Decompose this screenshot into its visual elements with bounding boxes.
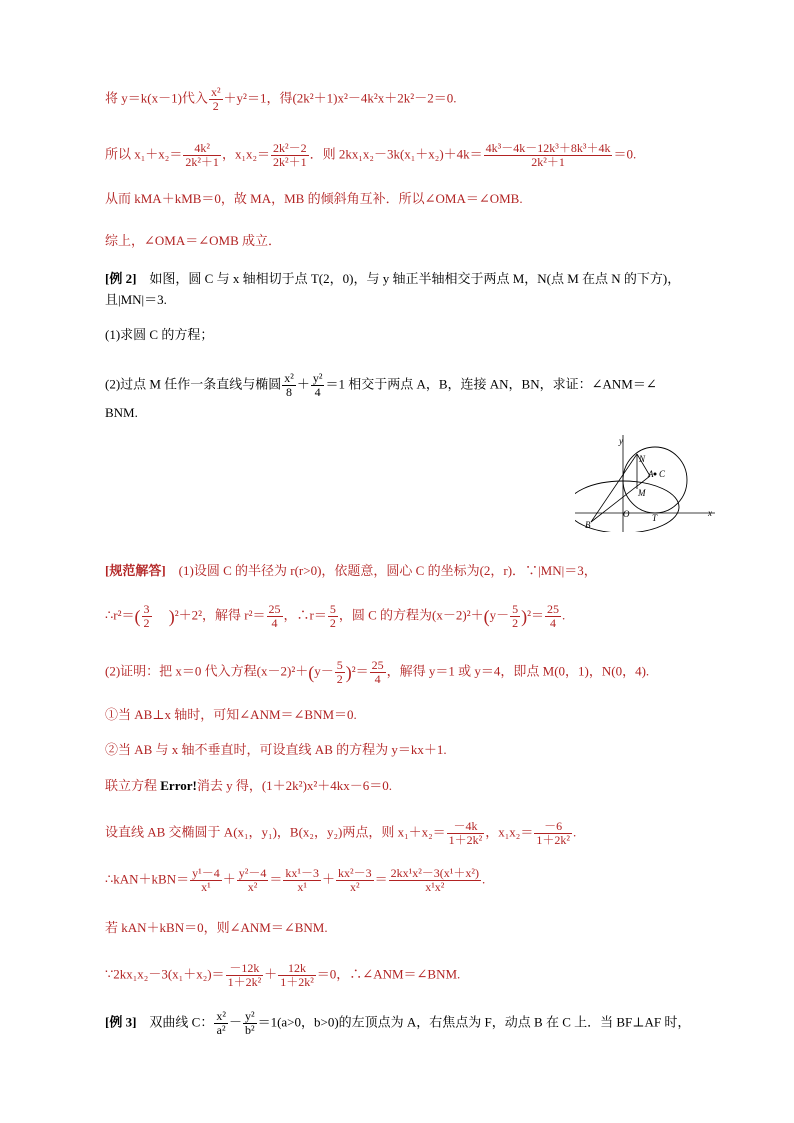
label-n: N	[639, 454, 646, 464]
conclusion-line: ∵2kx₁x₂－3(x₁＋x₂)＝ $\frac{-12k}{\text{1＋2k²}}$ ＋ $\frac{12k}{\text{1＋2k²}}$ ＝0，∴∠ANM＝∠BNM.	[105, 961, 461, 989]
line-bn	[591, 454, 637, 522]
combine-equations: 联立方程 Error!消去 y 得，(1＋2k²)x²＋4kx－6＝0.	[105, 778, 393, 793]
geometry-figure	[575, 432, 720, 532]
label-m: M	[638, 488, 646, 498]
circle-c	[623, 447, 687, 513]
solution-line-3: 从而 kMA＋kMB＝0，故 MA，MB 的倾斜角互补．所以∠OMA＝∠OMB.	[105, 191, 523, 206]
text: ＋y²＝1，得(2k²＋1)x²－4k²x＋2k²－2＝0.	[223, 90, 457, 106]
solution-line-1	[105, 86, 456, 113]
solution-part-2: (2)证明：把 x＝0 代入方程(x－2)²＋(y－ $\frac{5}{2}$ )²＝ $\frac{25}{4}$ ，解得 y＝1 或 y＝4，即点 M(0，1)，N(0，4).	[105, 658, 650, 686]
example-2-line-2: 且|MN|＝3.	[105, 292, 167, 307]
example-2-line-1: [例 2] 如图，圆 C 与 x 轴相切于点 T(2，0)，与 y 轴正半轴相交于两点 M，N(点 M 在点 N 的下方)，	[105, 271, 681, 286]
question-2-cont: BNM.	[105, 405, 138, 420]
example-3: [例 3] 双曲线 C： $\frac{\text{x²}}{\text{a²}}$ － $\frac{\text{y²}}{\text{b²}}$ ＝1(a>0，b>0)的左顶点为 A，右焦点为 F，动点 B 在 C 上．当 BF⊥AF 时，	[105, 1009, 691, 1037]
center-c	[654, 473, 657, 476]
fraction: $\frac{\text{x²}}{2}$	[210, 85, 221, 113]
label-b: B	[585, 520, 591, 530]
label-a: A	[648, 469, 654, 479]
fraction: $\frac{\text{4k²}}{\text{2k²＋1}}$	[185, 141, 219, 169]
condition-line: 若 kAN＋kBN＝0，则∠ANM＝∠BNM.	[105, 920, 328, 935]
solution-tag: [规范解答]	[105, 563, 166, 578]
solution-part-1: [规范解答] (1)设圆 C 的半径为 r(r>0)，依题意，圆心 C 的坐标为(2，r)．∵|MN|＝3，	[105, 563, 597, 578]
fraction: $\frac{\text{4k³－4k－12k³＋8k³＋4k}}{\text{2k²＋1}}$	[485, 141, 611, 169]
case-1: ①当 AB⊥x 轴时，可知∠ANM＝∠BNM＝0.	[105, 707, 357, 722]
question-1: (1)求圆 C 的方程；	[105, 327, 214, 342]
ellipse	[575, 481, 679, 532]
question-2: (2)过点 M 任作一条直线与椭圆 $\frac{\text{x²}}{8}$ ＋ $\frac{\text{y²}}{4}$ ＝1 相交于两点 A，B，连接 AN，BN，求证：∠ANM＝∠	[105, 371, 657, 399]
label-t: T	[652, 513, 658, 523]
slope-sum-line: ∴kAN＋kBN＝ $\frac{\text{y¹－4}}{\text{x¹}}$ ＋ $\frac{\text{y²－4}}{\text{x²}}$ ＝ $\frac{\text{kx¹－3}}{\text{x¹}}$ ＋ $\frac{\text{kx²－3}}{\text{x²}}$ ＝ $\frac{\text{2kx¹x²－3(x¹＋x²)}}{\text{x¹x²}}$ .	[105, 866, 486, 894]
error-text: Error!	[160, 778, 197, 793]
label-y: y	[619, 436, 623, 446]
vieta-line: 设直线 AB 交椭圆于 A(x₁，y₁)，B(x₂，y₂)两点，则 x₁＋x₂＝ $\frac{-4k}{\text{1＋2k²}}$ ，x₁x₂＝ $\frac{-6}{\text{1＋2k²}}$ .	[105, 819, 577, 847]
label-o: O	[623, 509, 630, 519]
solution-line-4: 综上，∠OMA＝∠OMB 成立．	[105, 233, 281, 248]
fraction: $\frac{\text{2k²－2}}{\text{2k²＋1}}$	[273, 141, 307, 169]
solution-line-2: 所以 x₁＋x₂＝ $\frac{\text{4k²}}{\text{2k²＋1}}$ ，x₁x₂＝ $\frac{\text{2k²－2}}{\text{2k²＋1}}$ ．则 2kx₁x₂－3k(x₁＋x₂)＋4k＝ $\frac{\text{4k³－4k－12k³＋8k³＋4k}}{\text{2k²＋1}}$ ＝0.	[105, 141, 637, 169]
case-2: ②当 AB 与 x 轴不垂直时，可设直线 AB 的方程为 y＝kx＋1.	[105, 742, 447, 757]
example-tag: [例 2]	[105, 271, 137, 286]
label-x: x	[708, 508, 712, 518]
text: y＝k(x－1)代入	[121, 90, 208, 106]
example-tag: [例 3]	[105, 1014, 137, 1030]
label-c: C	[659, 469, 666, 479]
text: 将	[105, 90, 122, 106]
solution-r-squared: ∴r²＝( $\frac{3}{2}$ )²＋2²，解得 r²＝ $\frac{25}{4}$ ，∴r＝ $\frac{5}{2}$ ，圆 C 的方程为(x－2)²＋(y－ $\frac{5}{2}$ )²＝ $\frac{25}{4}$ .	[105, 602, 566, 630]
